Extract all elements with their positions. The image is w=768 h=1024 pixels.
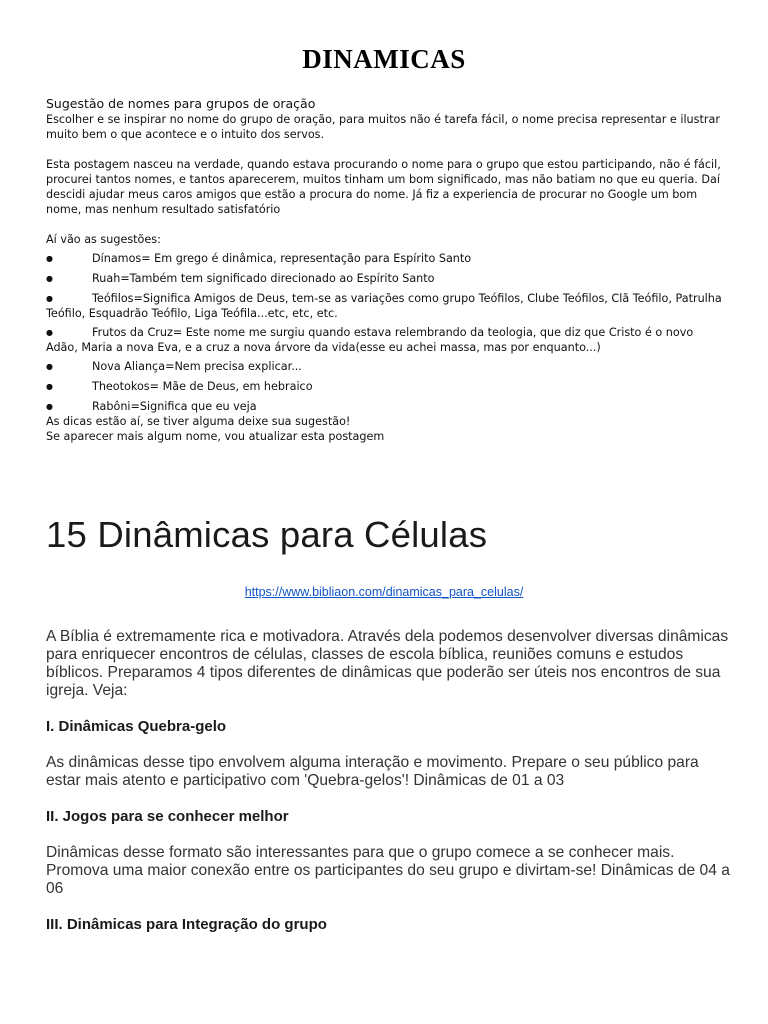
section-heading-integration: III. Dinâmicas para Integração do grupo xyxy=(46,916,327,933)
document-title: DINAMICAS xyxy=(302,44,466,74)
bullet-icon: ● xyxy=(46,274,53,283)
article-heading: 15 Dinâmicas para Células xyxy=(46,514,488,555)
source-link[interactable]: https://www.bibliaon.com/dinamicas_para_celulas/ xyxy=(244,585,524,599)
list-item: ● Dínamos= Em grego é dinâmica, representação para Espírito Santo xyxy=(46,252,472,265)
bullet-icon: ● xyxy=(46,382,53,391)
story-paragraph: Esta postagem nasceu na verdade, quando estava procurando o nome para o grupo que estou participando, não é fácil, procurei tantos nomes, e tantos aparecerem, muitos tinham um bom significado, mas não batiam no que eu queria. Daí descidi ajudar meus caros amigos que estão a procura do nome. Já fiz a experiencia de procurar no Google um bom nome, mas nenhum resultado satisfatório xyxy=(46,158,721,216)
list-item: ● Rabôni=Significa que eu veja xyxy=(46,400,257,413)
article-intro: A Bíblia é extremamente rica e motivadora. Através dela podemos desenvolver diversas dinâmicas para enriquecer encontros de células, classes de escola bíblica, reuniões comuns e estudos bíblicos. Preparamos 4 tipos diferentes de dinâmicas que poderão ser úteis nos encontros de sua igreja. Veja: xyxy=(46,628,729,699)
section-text-games: Dinâmicas desse formato são interessantes para que o grupo comece a se conhecer mais. Promova uma maior conexão entre os participantes do seu grupo e divirtam-se! Dinâmicas de 04 a 06 xyxy=(46,844,730,897)
section-heading-games: II. Jogos para se conhecer melhor xyxy=(46,808,289,825)
section-subtitle: Sugestão de nomes para grupos de oração xyxy=(46,96,316,111)
list-item: ● Frutos da Cruz= Este nome me surgiu quando estava relembrando da teologia, que diz que Cristo é o novo Adão, Maria a nova Eva, e a cruz a nova árvore da vida(esse eu achei massa, mas por enquanto...) xyxy=(46,326,694,354)
closing-line-2: Se aparecer mais algum nome, vou atualizar esta postagem xyxy=(46,430,385,443)
intro-paragraph: Escolher e se inspirar no nome do grupo de oração, para muitos não é tarefa fácil, o nome precisa representar e ilustrar muito bem o que acontece e o intuito dos servos. xyxy=(46,113,720,141)
bullet-icon: ● xyxy=(46,254,53,263)
bullet-icon: ● xyxy=(46,362,53,371)
suggestions-list xyxy=(46,251,722,414)
section-heading-icebreaker: I. Dinâmicas Quebra-gelo xyxy=(46,718,227,735)
suggestions-intro: Aí vão as sugestões: xyxy=(46,233,161,246)
bullet-icon: ● xyxy=(46,402,53,411)
list-item: ● Nova Aliança=Nem precisa explicar... xyxy=(46,360,302,373)
prayer-group-section xyxy=(46,96,722,444)
article-body xyxy=(46,628,736,934)
bullet-icon: ● xyxy=(46,294,53,303)
list-item: ● Theotokos= Mãe de Deus, em hebraico xyxy=(46,380,313,393)
closing-line-1: As dicas estão aí, se tiver alguma deixe sua sugestão! xyxy=(46,415,351,428)
list-item: ● Teófilos=Significa Amigos de Deus, tem-se as variações como grupo Teófilos, Clube Teófilos, Clã Teófilo, Patrulha Teófilo, Esquadrão Teófilo, Liga Teófila...etc, etc, etc. xyxy=(46,292,722,320)
section-text-icebreaker: As dinâmicas desse tipo envolvem alguma interação e movimento. Prepare o seu público para estar mais atento e participativo com 'Quebra-gelos'! Dinâmicas de 01 a 03 xyxy=(46,754,699,789)
bullet-icon: ● xyxy=(46,328,53,337)
list-item: ● Ruah=Também tem significado direcionado ao Espírito Santo xyxy=(46,272,435,285)
